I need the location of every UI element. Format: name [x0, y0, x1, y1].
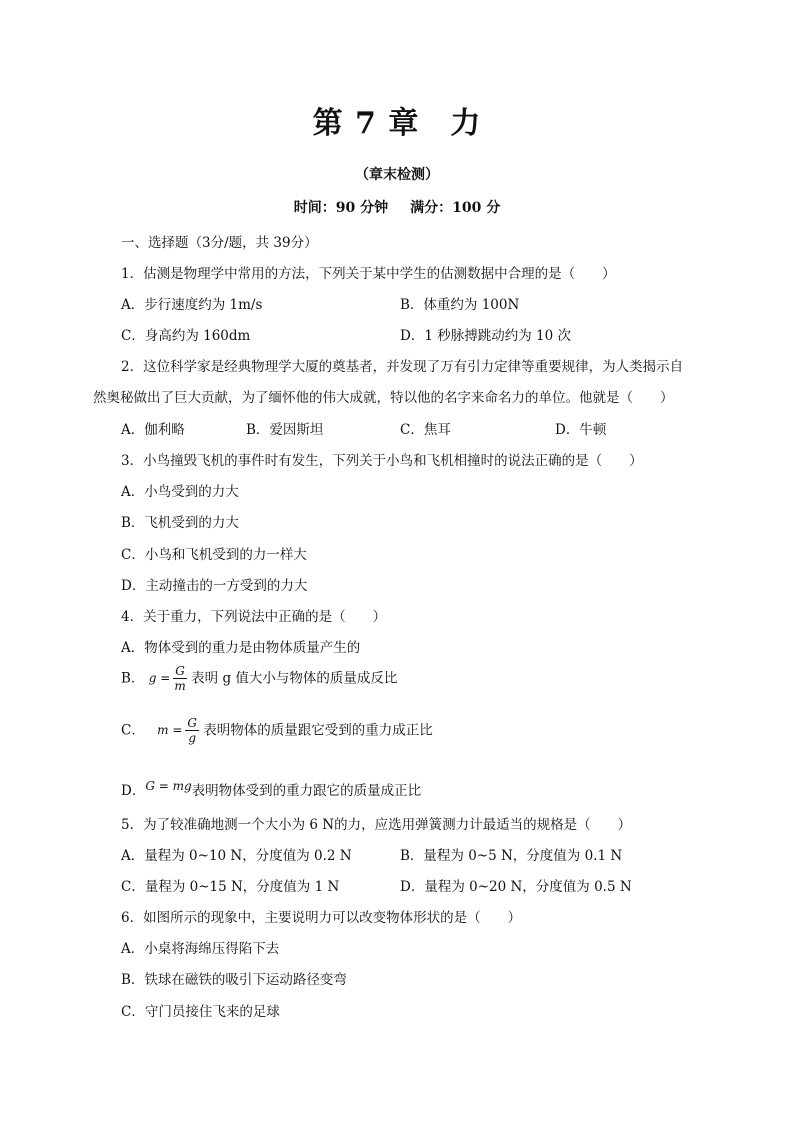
question-3-option-d: D．主动撞击的一方受到的力大 — [121, 578, 308, 594]
option-c-prefix: C． — [121, 722, 145, 739]
question-3-option-a: A．小鸟受到的力大 — [121, 484, 239, 500]
question-5-option-a: A．量程为 0~10 N，分度值为 0.2 N — [121, 848, 352, 864]
question-4-stem: 4．关于重力，下列说法中正确的是（ ） — [121, 609, 387, 625]
question-3-stem: 3．小鸟撞毁飞机的事件时有发生，下列关于小鸟和飞机相撞时的说法正确的是（ ） — [121, 453, 643, 469]
question-2-stem-line-1: 2．这位科学家是经典物理学大厦的奠基者，并发现了万有引力定律等重要规律，为人类揭示自 — [121, 359, 684, 375]
time-label: 时间：90 分钟 — [293, 200, 389, 216]
formula-m-equals-g-over-g: m = $\frac{G}{g}$ — [157, 716, 197, 745]
question-6-option-a: A．小桌将海绵压得陷下去 — [121, 941, 280, 957]
question-1-option-a: A．步行速度约为 1m/s — [121, 297, 263, 313]
question-2-stem-line-2: 然奥秘做出了巨大贡献，为了缅怀他的伟大成就，特以他的名字来命名力的单位。他就是（ ） — [93, 390, 674, 406]
question-5-option-d: D．量程为 0~20 N，分度值为 0.5 N — [400, 879, 632, 895]
question-5-stem: 5．为了较准确地测一个大小为 6 N的力，应选用弹簧测力计最适当的规格是（ ） — [121, 817, 632, 833]
page-subtitle: （章末检测） — [355, 167, 439, 183]
formula-g-equals-g-over-m: g = $\frac{G}{m}$ — [148, 664, 186, 693]
question-5-option-c: C．量程为 0~15 N，分度值为 1 N — [121, 879, 340, 895]
question-4-option-c — [121, 716, 433, 745]
question-3-option-b: B．飞机受到的力大 — [121, 515, 239, 531]
question-4-option-b — [121, 664, 397, 693]
formula-g-equals-mg: G = mg — [145, 779, 192, 793]
question-6-option-c: C．守门员接住飞来的足球 — [121, 1004, 280, 1020]
question-6-option-b: B．铁球在磁铁的吸引下运动路径变弯 — [121, 972, 347, 988]
question-5-option-b: B．量程为 0~5 N，分度值为 0.1 N — [400, 848, 623, 864]
option-b-prefix: B． — [121, 670, 145, 687]
option-c-text: 表明物体的质量跟它受到的重力成正比 — [203, 722, 433, 739]
question-1-stem: 1．估测是物理学中常用的方法，下列关于某中学生的估测数据中合理的是（ ） — [121, 266, 616, 282]
question-4-option-a: A．物体受到的重力是由物体质量产生的 — [121, 640, 361, 656]
question-3-option-c: C．小鸟和飞机受到的力一样大 — [121, 547, 307, 563]
question-6-stem: 6．如图所示的现象中，主要说明力可以改变物体形状的是（ ） — [121, 910, 522, 926]
question-1-option-b: B．体重约为 100N — [400, 297, 520, 313]
score-label: 满分：100 分 — [410, 200, 501, 216]
question-2-option-c: C．焦耳 — [400, 422, 451, 438]
question-2-option-a: A．伽利略 — [121, 422, 185, 438]
option-b-text: 表明 g 值大小与物体的质量成反比 — [191, 670, 398, 687]
question-1-option-c: C．身高约为 160dm — [121, 328, 251, 344]
option-d-text: 表明物体受到的重力跟它的质量成正比 — [191, 783, 422, 799]
question-1-option-d: D．1 秒脉搏跳动约为 10 次 — [400, 328, 571, 344]
section-heading: 一、选择题（3分/题，共 39分） — [121, 235, 318, 251]
question-2-option-b: B．爱因斯坦 — [246, 422, 324, 438]
option-d-prefix: D． — [121, 783, 146, 799]
exam-info — [0, 197, 794, 217]
question-2-option-d: D．牛顿 — [555, 422, 607, 438]
page-title: 第 7 章 力 — [312, 106, 482, 141]
question-4-option-d — [121, 776, 422, 799]
